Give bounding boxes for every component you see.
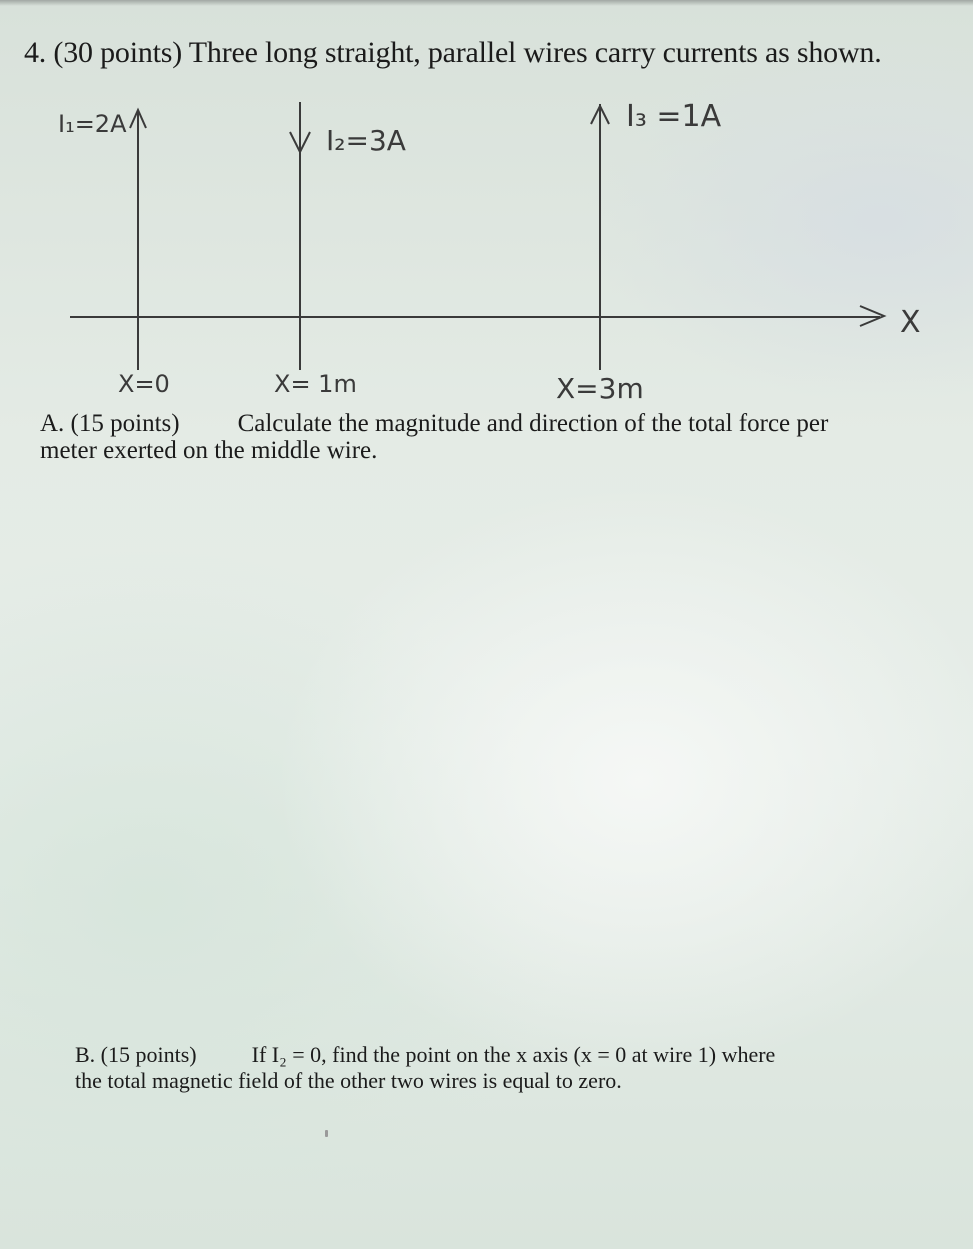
paper-speck bbox=[325, 1130, 328, 1137]
part-a-label: A. (15 points) bbox=[40, 410, 180, 437]
part-b-label: B. (15 points) bbox=[75, 1042, 197, 1067]
part-a-text-line1: Calculate the magnitude and direction of the total force per bbox=[237, 410, 829, 437]
part-a bbox=[40, 410, 955, 464]
wire-3-current-label: I₃ =1A bbox=[626, 99, 722, 134]
part-b-text-line1: If I₂ = 0, find the point on the x axis (x = 0 at wire 1) where bbox=[251, 1042, 776, 1067]
wire-1-current-label: I₁=2A bbox=[58, 110, 127, 138]
page-top-edge bbox=[0, 0, 973, 6]
wire-1-position-label: X=0 bbox=[118, 370, 170, 398]
part-a-text-line2: meter exerted on the middle wire. bbox=[40, 437, 378, 464]
part-b bbox=[75, 1042, 955, 1094]
wire-2-position-label: X= 1m bbox=[274, 370, 357, 398]
wire-3-position-label: X=3m bbox=[556, 372, 644, 405]
wires-diagram bbox=[0, 80, 973, 410]
part-b-text-line2: the total magnetic field of the other two wires is equal to zero. bbox=[75, 1068, 622, 1093]
question-title: 4. (30 points) Three long straight, parallel wires carry currents as shown. bbox=[24, 36, 882, 69]
x-axis-label: X bbox=[900, 305, 921, 340]
wire-2-current-label: I₂=3A bbox=[326, 124, 406, 157]
